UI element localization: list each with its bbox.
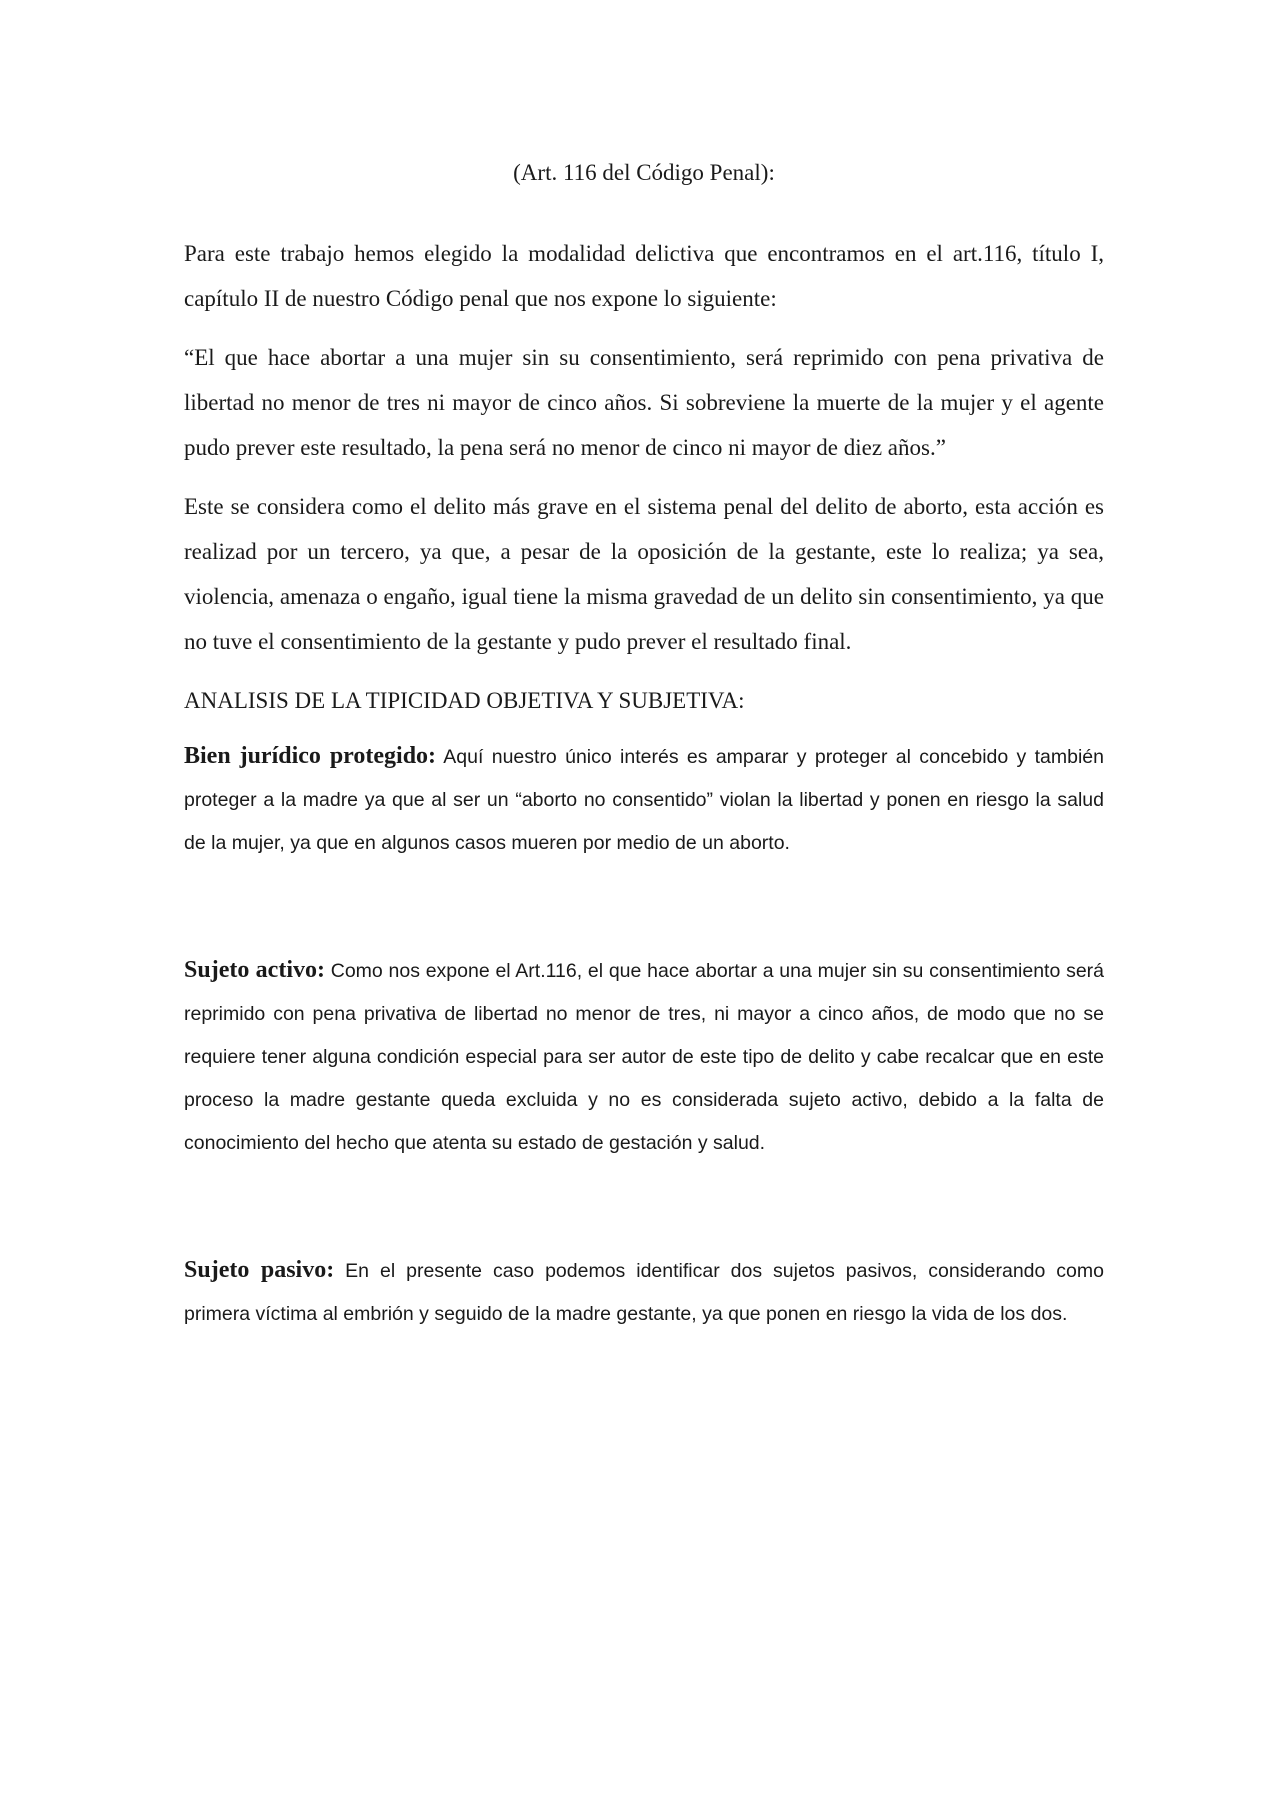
section-sujeto-pasivo (184, 1249, 1104, 1336)
section-label: Bien jurídico protegido: (184, 743, 437, 769)
section-bien-juridico (184, 735, 1104, 865)
page-title: (Art. 116 del Código Penal): (513, 160, 775, 185)
section-text: Como nos expone el Art.116, el que hace abortar a una mujer sin su consentimiento será reprimido con pena privativa de libertad no menor de tres, ni mayor a cinco años, de modo que no se requiere tener alguna condición especial para ser autor de este tipo de delito y cabe recalcar que en este proceso la madre gestante queda excluida y no es considerada sujeto activo, debido a la falta de conocimiento del hecho que atenta su estado de gestación y salud. (184, 960, 1105, 1154)
section-label: Sujeto activo: (184, 957, 325, 983)
section-text: En el presente caso podemos identificar dos sujetos pasivos, considerando como primera víctima al embrión y seguido de la madre gestante, ya que ponen en riesgo la vida de los dos. (184, 1260, 1104, 1325)
commentary-paragraph: Este se considera como el delito más grave en el sistema penal del delito de aborto, esta acción es realizad por un tercero, ya que, a pesar de la oposición de la gestante, este lo realiza; ya sea, violencia, amenaza o engaño, igual tiene la misma gravedad de un delito sin consentimiento, ya que no tuve el consentimiento de la gestante y pudo prever el resultado final. (184, 494, 1104, 654)
section-spacer (184, 1165, 1104, 1249)
section-text: Aquí nuestro único interés es amparar y proteger al concebido y también proteger a la madre ya que al ser un “aborto no consentido” violan la libertad y ponen en riesgo la salud de la mujer, ya que en algunos casos mueren por medio de un aborto. (184, 746, 1104, 854)
analysis-heading: ANALISIS DE LA TIPICIDAD OBJETIVA Y SUBJETIVA: (184, 688, 745, 713)
section-spacer (184, 865, 1104, 949)
intro-paragraph: Para este trabajo hemos elegido la modalidad delictiva que encontramos en el art.116, título I, capítulo II de nuestro Código penal que nos expone lo siguiente: (184, 241, 1104, 311)
section-sujeto-activo (184, 949, 1104, 1165)
article-quote: “El que hace abortar a una mujer sin su consentimiento, será reprimido con pena privativa de libertad no menor de tres ni mayor de cinco años. Si sobreviene la muerte de la mujer y el agente pudo prever este resultado, la pena será no menor de cinco ni mayor de diez años.” (184, 345, 1104, 460)
document-body (184, 150, 1104, 1336)
section-label: Sujeto pasivo: (184, 1257, 335, 1283)
